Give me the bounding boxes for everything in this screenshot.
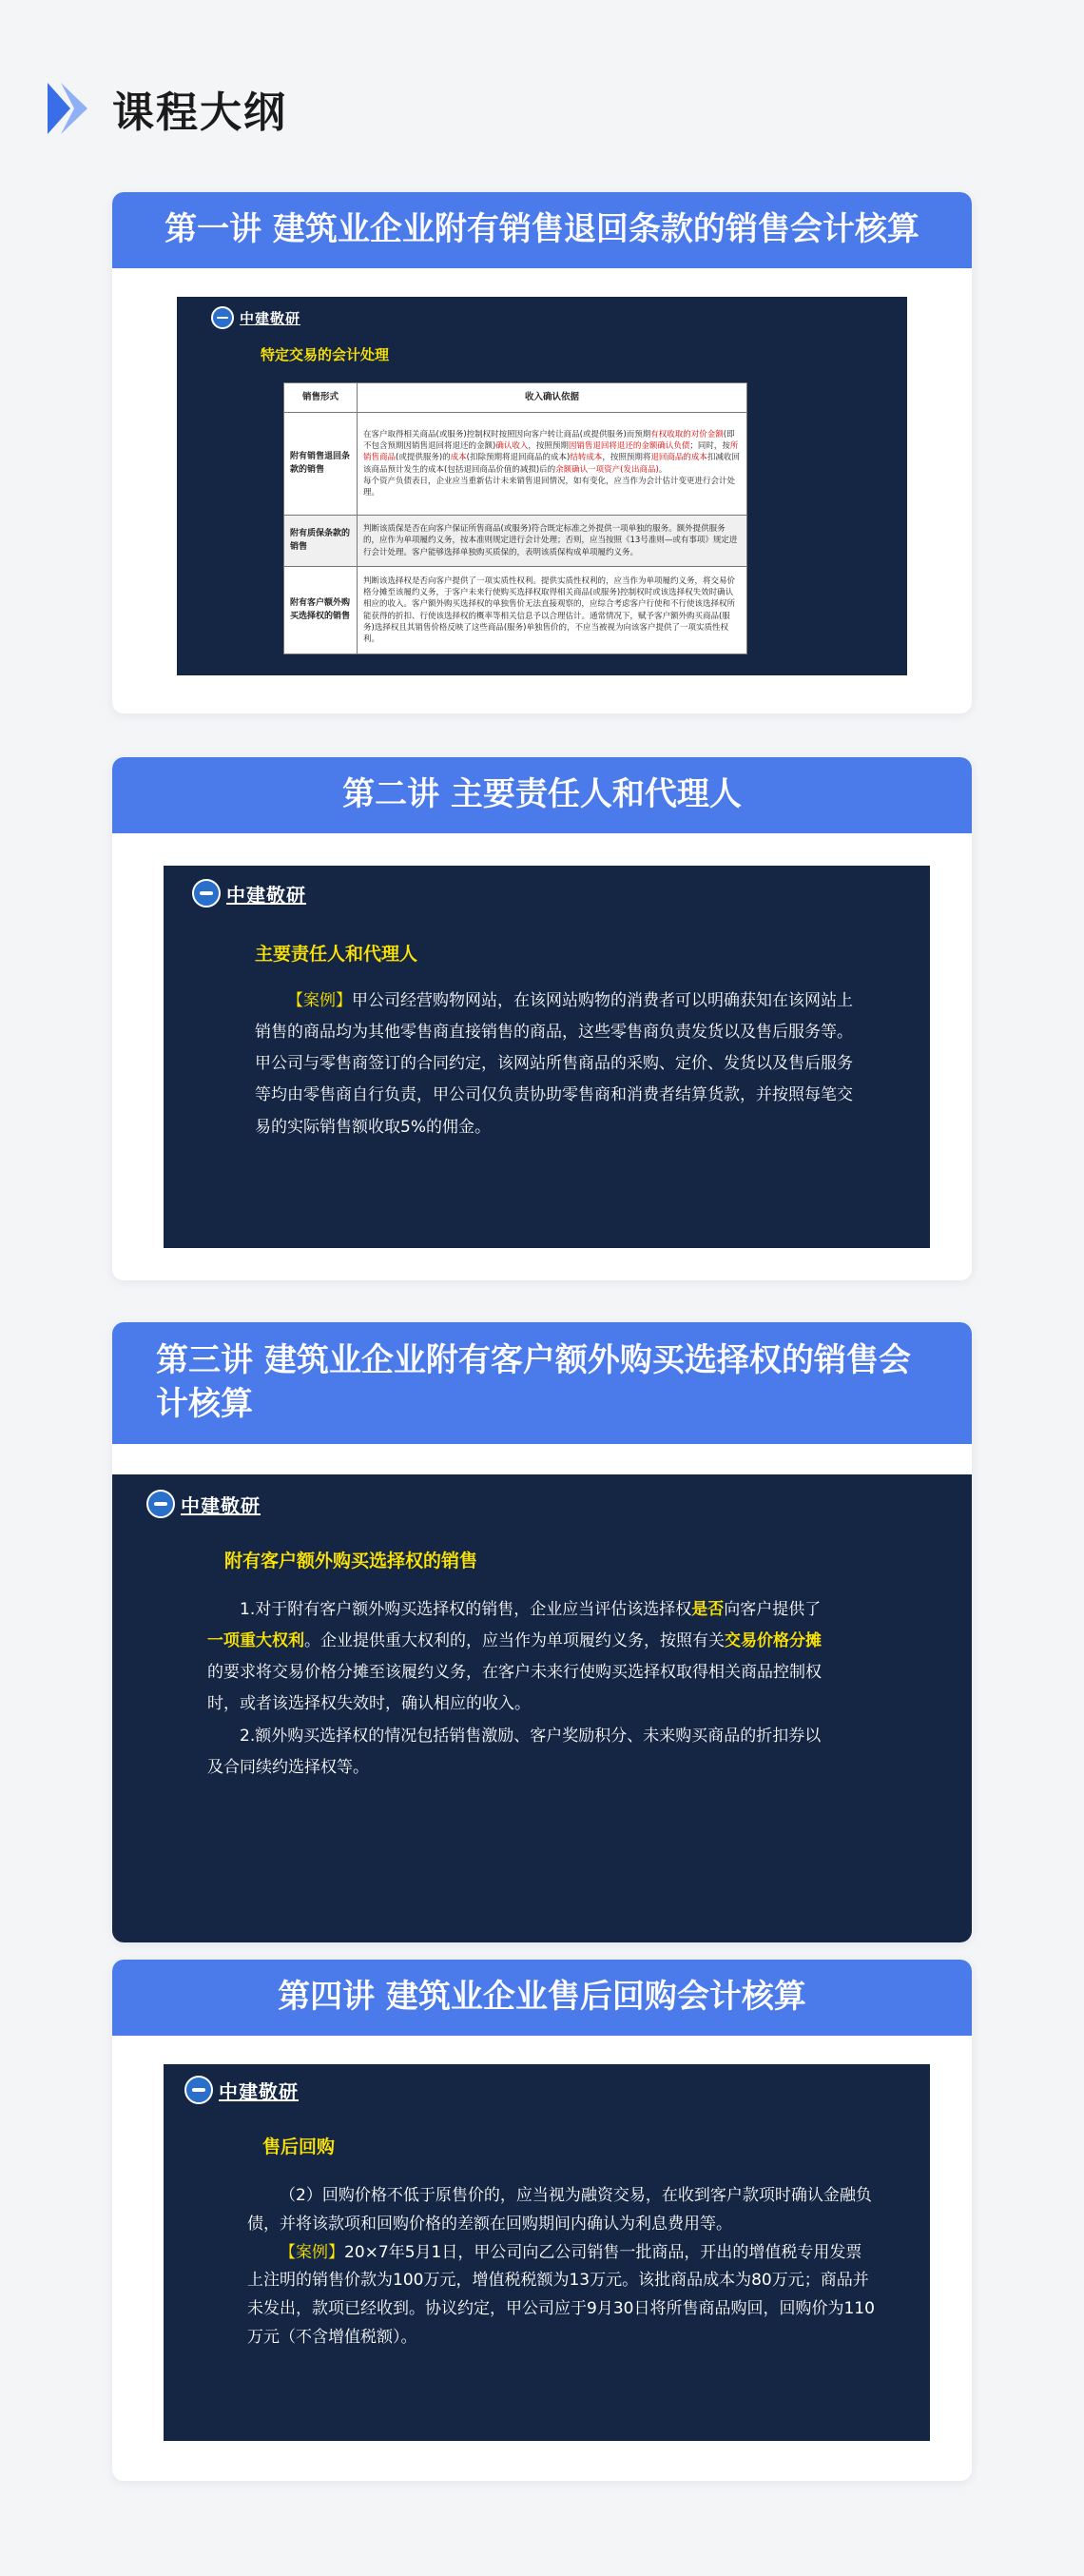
lecture-slide [177,297,907,675]
table-header: 收入确认依据 [358,383,747,413]
lecture-card-2 [112,757,972,1280]
cell-text: (扣除预期将退回商品的成本) [466,453,571,463]
brand-logo [211,306,300,329]
cell-text: 。 [658,464,668,475]
paragraph [207,1594,835,1721]
cell-text-red: 确认收入 [495,440,529,451]
lecture-title: 第一讲 建筑业企业附有销售退回条款的销售会计核算 [112,192,972,268]
lecture-slide [164,866,930,1248]
text: 1.对于附有客户额外购买选择权的销售，企业应当评估该选择权 [240,1600,692,1619]
cell-text-red: 结转成本 [570,453,603,463]
slide-body [255,986,863,1143]
text: 向客户提供了 [724,1600,822,1619]
logo-text: 中建敬研 [181,1493,261,1517]
table-cell-rule: 判断该质保是否在向客户保证所售商品(或服务)符合既定标准之外提供一项单独的服务。额外提供服务的，应作为单项履约义务，按本准则规定进行会计处理；否则，应当按照《13号准则—或有事项》规定进行会计处理。客户能够选择单独购买质保的，表明该质保构成单项履约义务。 [358,516,747,567]
cell-text: ，按照预期 [528,440,569,451]
cell-text: 扣减收回该商品预计发生的成本(包括退回商品价值的减损)后的 [363,453,740,475]
slide-body [207,1594,835,1784]
cell-text: ，按照预期将 [602,453,651,463]
lecture-slide [164,2064,930,2441]
highlight: 交易价格分摊 [725,1631,822,1651]
case-tag: 【案例】 [280,2242,344,2262]
logo-mark-icon [192,879,221,907]
text: 的要求将交易价格分摊至该履约义务，在客户未来行使购买选择权取得相关商品控制权时，或者该选择权失效时，确认相应的收入。 [207,1663,822,1714]
slide-heading: 主要责任人和代理人 [255,944,418,965]
slide-heading: 附有客户额外购买选择权的销售 [224,1551,478,1571]
table-header-row [284,383,747,413]
brand-logo [146,1490,261,1518]
logo-text: 中建敬研 [240,309,301,327]
page-title: 课程大纲 [112,88,287,137]
cell-text-red: 退回商品的成本 [650,453,707,463]
table-row [284,567,747,654]
cell-text: ；同时，按 [689,440,730,451]
text: 。企业提供重大权利的，应当作为单项履约义务，按照有关 [304,1631,725,1651]
revenue-table [283,382,747,654]
page-header [46,78,287,139]
slide-body [247,2182,875,2352]
paragraph: （2）回购价格不低于原售价的，应当视为融资交易，在收到客户款项时确认金融负债，并将该款项和回购价格的差额在回购期间内确认为利息费用等。 [247,2186,872,2234]
lecture-card-4 [112,1960,972,2481]
lecture-title: 第四讲 建筑业企业售后回购会计核算 [112,1960,972,2036]
table-cell-rule [358,413,747,516]
slide-heading: 特定交易的会计处理 [261,346,390,363]
cell-text: (或提供服务)的 [396,453,451,463]
table-cell-rule: 判断该选择权是否向客户提供了一项实质性权利。提供实质性权利的，应当作为单项履约义务，将交易价格分摊至该履约义务，于客户未来行使购买选择权取得相关商品(或服务)控制权时或该选择权失效时确认相应的收入。客户额外购买选择权的单独售价无法直接观察的，应综合考虑客户行使和不行使该选择权所能获得的折扣、行使该选择权的概率等相关信息予以合理估计。通常情况下，赋予客户额外购买商品(服务)选择权且其销售价格反映了这些商品(服务)单独售价的，不应当被视为向该客户提供了一项实质性权利。 [358,567,747,654]
lecture-title: 第三讲 建筑业企业附有客户额外购买选择权的销售会计核算 [112,1322,972,1444]
lecture-slide [112,1474,972,1942]
cell-text-red: 余额确认一项资产(发出商品) [555,464,659,475]
table-row [284,413,747,516]
lecture-title: 第二讲 主要责任人和代理人 [112,757,972,833]
highlight: 是否 [691,1600,725,1619]
highlight: 一项重大权利 [207,1631,304,1651]
brand-logo [184,2076,299,2104]
logo-text: 中建敬研 [226,883,306,907]
cell-text-red: 成本 [450,453,467,463]
table-cell-form: 附有质保条款的销售 [284,516,358,567]
table-row [284,516,747,567]
slide-heading: 售后回购 [262,2137,336,2157]
cell-text: 每个资产负债表日，企业应当重新估计未来销售退回情况，如有变化，应当作为会计估计变更进行会计处理。 [363,476,736,498]
case-text: 甲公司经营购物网站，在该网站购物的消费者可以明确获知在该网站上销售的商品均为其他零售商直接销售的商品，这些零售商负责发货以及售后服务等。甲公司与零售商签订的合同约定，该网站所售商品的采购、定价、发货以及售后服务等均由零售商自行负责，甲公司仅负责协助零售商和消费者结算货款，并按照每笔交易的实际销售额收取5%的佣金。 [255,991,853,1137]
double-chevron-right-icon [46,81,91,136]
cell-text-red: 所销售商品 [363,440,739,463]
logo-mark-icon [184,2076,213,2104]
logo-mark-icon [211,306,234,329]
case-tag: 【案例】 [287,991,352,1010]
lecture-card-1 [112,192,972,713]
case-text: 20×7年5月1日，甲公司向乙公司销售一批商品，开出的增值税专用发票上注明的销售价款为100万元，增值税税额为13万元。该批商品成本为80万元；商品并未发出，款项已经收到。协议约定，甲公司应于9月30日将所售商品购回，回购价为110万元（不含增值税额）。 [247,2242,875,2347]
table-cell-form: 附有客户额外购买选择权的销售 [284,567,358,654]
cell-text: (即不包含预期因销售退回将退还的金额) [363,429,735,451]
paragraph [247,2239,875,2352]
table-cell-form: 附有销售退回条款的销售 [284,413,358,516]
paragraph: 2.额外购买选择权的情况包括销售激励、客户奖励积分、未来购买商品的折扣券以及合同续约选择权等。 [207,1726,822,1777]
lecture-card-3 [112,1322,972,1942]
table-header: 销售形式 [284,383,358,413]
cell-text-red: 有权收取的对价金额 [650,429,724,439]
cell-text: 在客户取得相关商品(或服务)控制权时按照因向客户转让商品(或提供服务)而预期 [363,429,651,439]
logo-text: 中建敬研 [219,2079,299,2103]
cell-text-red: 因销售退回将退还的金额确认负债 [568,440,690,451]
logo-mark-icon [146,1490,175,1518]
brand-logo [192,879,306,907]
